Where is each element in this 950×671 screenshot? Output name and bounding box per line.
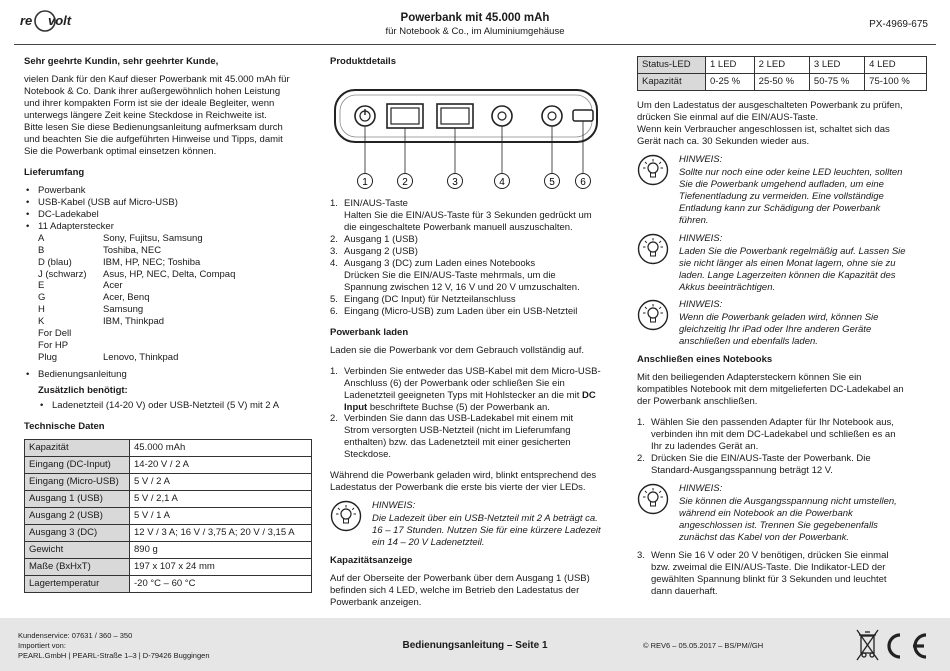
table-cell: Ausgang 3 (DC) [25,524,130,541]
adapter-code: B [38,244,45,256]
list-item [330,366,615,414]
adapter-code: A [38,232,45,244]
item-line: Ausgang 2 (USB) [344,245,418,257]
hint-line: Laden Sie die Powerbank regelmäßig auf. Lassen Sie [679,245,906,257]
adapter-code: D (blau) [38,256,72,268]
ce-mark-icon [889,635,926,657]
intro-text [24,74,312,158]
details-list [330,198,615,318]
table-cell: Eingang (DC-Input) [25,457,130,474]
item-line: Drücken Sie die EIN/AUS-Taste mehrmals, um die [344,269,556,281]
list-item [637,417,927,453]
item-line: Drücken Sie die EIN/AUS-Taste der Powerbank. Die [651,453,871,465]
adapter-code: For HP [38,340,69,352]
item-number: 1. [330,365,338,377]
intro-line: Notebook & Co. Dank ihrer außergewöhnlich hohen Leistung [24,85,281,97]
table-row [25,524,312,541]
list-item [330,258,615,294]
column-2 [330,56,615,609]
table-cell: 890 g [130,541,312,558]
intro-line: Sie die Powerbank optimal einsetzen können. [24,145,217,157]
hint-line: sie nicht länger als einen Monat lagern, ohne sie zu [679,257,896,269]
page-label: Bedienungsanleitung – Seite 1 [402,640,548,651]
footer-contact [18,631,210,660]
list-item [330,234,615,246]
adapter-code: H [38,304,45,316]
capacity-heading: Kapazitätsanzeige [330,555,413,567]
hint-box [637,299,927,348]
list-item [637,550,927,598]
adapter-code: E [38,280,45,292]
hint-box [330,500,615,549]
title: Powerbank mit 45.000 mAh [400,12,550,24]
table-cell: 5 V / 2,1 A [130,491,312,508]
hint-box [637,154,927,227]
revolt-logo [18,8,90,34]
item-number: 1. [330,197,338,209]
item-line: enthalten) bzw. das Ladenetzteil mit einer gesicherten [344,437,571,449]
revision-info: © REV6 – 05.05.2017 – BS/PM//GH [643,641,764,650]
table-cell: 2 LED [754,57,809,74]
list-item [330,198,615,234]
table-cell: Kapazität [638,73,706,90]
list-item [637,453,927,477]
page-footer [0,618,950,671]
paragraph-line: Während die Powerbank geladen wird, blinkt entsprechend des [330,470,597,482]
customer-service: Kundenservice: 07631 / 360 – 350 [18,631,133,640]
weee-bin-icon [857,630,878,660]
svg-text:volt: volt [48,13,72,28]
table-cell: 1 LED [706,57,755,74]
item-line: Spannung zwischen 12 V, 16 V und 20 V umzuschalten. [344,281,580,293]
adapter-brands: Lenovo, Thinkpad [103,352,179,364]
adapter-code: G [38,292,46,304]
callout-number: 1 [362,176,368,188]
hint-title: HINWEIS: [372,500,416,512]
hint-title: HINWEIS: [679,299,723,311]
item-number: 6. [330,305,338,317]
item-line [344,402,615,414]
adapter-brands [103,340,312,352]
paragraph-line: Um den Ladestatus der ausgeschalteten Powerbank zu prüfen, [637,99,903,111]
text-run: Ladenetzteil geeigneten Typs mit Hohlstecker an die mit [344,389,582,401]
list-item: • USB-Kabel (USB auf Micro-USB) [24,197,312,209]
dc-port-icon [492,106,512,126]
text-run: beschriftete Buchse (5) der Powerbank an. [367,401,550,413]
list-item: • DC-Ladekabel [24,209,312,221]
adapter-brands: Toshiba, NEC [103,244,162,256]
list-item [330,306,615,318]
item-line: Verbinden Sie dann das USB-Ladekabel mit einem mit [344,413,574,425]
hint-line: während ein Notebook an die Powerbank [679,508,853,519]
hint-box [637,483,927,544]
item-line: Wenn Sie 16 V oder 20 V benötigen, drücken Sie einmal [651,549,889,561]
additional-heading: Zusätzlich benötigt: [38,385,128,397]
item-line: bzw. zweimal die EIN/AUS-Taste. Die Indikator-LED der [651,561,886,573]
adapter-brands: Acer, Benq [103,292,150,304]
table-cell: 14-20 V / 2 A [130,457,312,474]
hint-line: Sie die Powerbank umgehend aufladen, um eine [679,178,884,190]
hint-line: Die Ladezeit über ein USB-Netzteil mit 2 A beträgt ca. [372,513,598,525]
table-cell: 50-75 % [809,73,864,90]
document-title [300,11,650,38]
hint-line: Sollte nur noch eine oder keine LED leuchten, sollten [679,166,903,178]
table-row [638,73,927,90]
table-cell: Eingang (Micro-USB) [25,474,130,491]
device-diagram [330,74,600,189]
intro-line: vielen Dank für den Kauf dieser Powerbank mit 45.000 mAh für [24,73,290,85]
item-line: gewählten Spannung blinkt für 3 Sekunden und leuchtet [651,573,887,585]
scope-heading: Lieferumfang [24,166,85,178]
product-heading: Produktdetails [330,56,396,67]
table-row [25,474,312,491]
adapter-brands: Asus, HP, NEC, Delta, Compaq [103,268,236,280]
page-header [0,0,950,48]
adapter-brands: Sony, Fujitsu, Samsung [103,232,203,244]
list-item: • Powerbank [24,185,312,197]
table-cell: -20 °C – 60 °C [130,575,312,592]
paragraph-line: Ladestatus der Powerbank die erste bis vierte der vier LEDs. [330,482,586,494]
notebook-steps-cont [637,550,927,598]
adapter-code: Plug [38,352,58,364]
item-line: Wählen Sie den passenden Adapter für Ihr Notebook aus, [651,417,894,429]
callout-number: 4 [499,176,505,188]
intro-line: unterwegs längere Zeit keine Steckdose in Reichweite ist. [24,109,267,121]
lightbulb-icon [637,299,669,331]
bold-label: DC [582,389,596,401]
intro-line: und ihrer kompakten Form ist sie der ideale Begleiter, wenn [24,97,275,109]
adapter-code: For Dell [38,328,72,340]
adapter-brands: Acer [103,280,123,292]
item-line: die eingeschaltete Powerbank manuell auszuschalten. [344,221,573,233]
additional-list [24,400,312,412]
article-number: PX-4969-675 [869,19,928,30]
ce-marks-icon [856,628,932,664]
hint-line: Entladung kann zur Schädigung der Powerbank [679,202,881,214]
item-number: 3. [637,549,645,561]
hint-line: 16 – 17 Stunden. Nutzen Sie für eine kürzere Ladezeit [372,525,601,537]
list-item [330,413,615,461]
tech-heading: Technische Daten [24,421,105,433]
paragraph-line: Mit den beiliegenden Adaptersteckern können Sie ein [637,372,862,384]
hint-line: Wenn die Powerbank geladen wird, können Sie [679,312,879,324]
paragraph-line: Wenn kein Verbraucher angeschlossen ist, schaltet sich das [637,123,890,135]
list-item: • Bedienungsanleitung [24,369,312,381]
hint-box [637,233,927,294]
item-line: Eingang (DC Input) für Netzteilanschluss [344,293,516,305]
list-item: • Ladenetzteil (14-20 V) oder USB-Netzteil (5 V) mit 2 A [38,400,312,412]
table-cell: Ausgang 2 (USB) [25,508,130,525]
list-item [330,294,615,306]
hint-line: anschließen und ebenfalls laden. [679,336,818,348]
table-cell: 45.000 mAh [130,440,312,457]
charge-heading: Powerbank laden [330,326,409,338]
paragraph-line: kompatibles Notebook mit dem mitgelieferten DC-Ladekabel an [637,384,904,396]
tech-table [24,439,312,593]
charge-steps [330,366,615,462]
bold-label: Input [344,401,368,413]
list-item [330,246,615,258]
adapter-brands: IBM, Thinkpad [103,316,165,328]
micro-usb-port-icon [573,110,593,121]
column-1 [24,56,312,593]
paragraph-line: befinden sich 4 LED, welche im Betrieb den Ladestatus der [330,585,580,597]
header-divider [14,44,936,45]
paragraph-line: Gerät nach ca. 30 Sekunden wieder aus. [637,135,810,147]
dc-input-icon [542,106,562,126]
adapter-brands: IBM, HP, NEC; Toshiba [103,256,201,268]
intro-line: und beachten Sie die aufgeführten Hinweise und Tipps, damit [24,133,283,145]
hint-title: HINWEIS: [679,153,723,165]
column-3 [637,56,927,598]
hint-line: Akkus beeinträchtigen. [679,281,776,293]
item-line: Ausgang 3 (DC) zum Laden eines Notebooks [344,257,536,269]
scope-list [24,185,312,233]
lightbulb-icon [637,483,669,515]
hint-line: Sie können die Ausgangsspannung nicht umstellen, [679,496,897,508]
item-line: Halten Sie die EIN/AUS-Taste für 3 Sekunden gedrückt um [344,209,592,221]
item-number: 2. [330,233,338,245]
importer-address: PEARL.GmbH | PEARL-Straße 1–3 | D-79426 Buggingen [18,650,210,660]
lightbulb-icon [330,500,362,532]
hint-line: angeschlossen ist. Trennen Sie gegebenenfalls [679,519,878,531]
lightbulb-icon [637,154,669,186]
table-row [638,57,927,74]
paragraph-line: drücken Sie einmal auf die EIN/AUS-Taste. [637,111,819,123]
table-cell: 4 LED [865,57,927,74]
callout-number: 6 [580,176,586,188]
adapter-brands: Samsung [103,304,144,316]
table-row [25,558,312,575]
manual-list [24,369,312,381]
item-line: Ausgang 1 (USB) [344,233,418,245]
table-cell: Kapazität [25,440,130,457]
callout-number: 5 [549,176,555,188]
table-row [25,491,312,508]
table-cell: Ausgang 1 (USB) [25,491,130,508]
item-line: Eingang (Micro-USB) zum Laden über ein USB-Netzteil [344,305,578,317]
table-cell: 3 LED [809,57,864,74]
subtitle: für Notebook & Co., im Aluminiumgehäuse [385,26,565,38]
paragraph-line: der Powerbank anschließen. [637,396,758,408]
notebook-heading: Anschließen eines Notebooks [637,354,773,366]
table-cell: 25-50 % [754,73,809,90]
table-cell: Lagertemperatur [25,575,130,592]
table-cell: Status-LED [638,57,706,74]
item-number: 3. [330,245,338,257]
charge-intro: Laden sie die Powerbank vor dem Gebrauch vollständig auf. [330,344,585,356]
led-status-table [637,56,927,91]
hint-line: führen. [679,214,709,226]
table-cell: 75-100 % [865,73,927,90]
item-line: Verbinden Sie entweder das USB-Kabel mit dem Micro-USB- [344,365,601,377]
adapter-code: K [38,316,45,328]
item-number: 2. [330,413,338,425]
table-row [25,440,312,457]
lightbulb-icon [637,233,669,265]
item-line: Steckdose. [344,449,391,461]
hint-title: HINWEIS: [679,232,723,244]
item-number: 4. [330,257,338,269]
paragraph-line: Powerbank anzeigen. [330,597,422,609]
item-line: EIN/AUS-Taste [344,197,408,209]
paragraph-line: Auf der Oberseite der Powerbank über dem Ausgang 1 (USB) [330,573,590,585]
table-cell: 5 V / 1 A [130,508,312,525]
table-row [25,541,312,558]
item-line: Ihr zu ladendes Gerät an. [651,441,759,453]
item-line: verbinden ihn mit dem DC-Ladekabel und schließen es an [651,429,896,441]
table-cell: Gewicht [25,541,130,558]
callout-number: 2 [402,176,408,188]
hint-line: ein 14 – 20 V Ladenetzteil. [372,537,485,549]
hint-line: Tiefenentladung zu vermeiden. Eine vollständige [679,190,884,202]
table-cell: 0-25 % [706,73,755,90]
table-row [25,508,312,525]
hint-line: zunächst das Kabel von der Powerbank. [679,531,850,543]
hint-line: gleichzeitig Ihr iPad oder Ihre anderen Geräte [679,324,872,336]
table-cell: Maße (BxHxT) [25,558,130,575]
list-item: • 11 Adapterstecker [24,221,312,233]
table-row [25,457,312,474]
table-row [25,575,312,592]
powerbank-illustration [330,74,600,189]
item-line: Standard-Ausgangsspannung beträgt 12 V. [651,465,833,477]
adapter-brands [103,328,312,340]
table-cell: 5 V / 2 A [130,474,312,491]
item-number: 2. [637,453,645,465]
adapter-list [24,233,312,365]
item-number: 1. [637,417,645,429]
notebook-steps [637,417,927,477]
item-line: dann dauerhaft. [651,585,718,597]
importer-label: Importiert von: [18,640,66,650]
table-cell: 197 x 107 x 24 mm [130,558,312,575]
callout-number: 3 [452,176,458,188]
item-number: 5. [330,293,338,305]
greeting: Sehr geehrte Kundin, sehr geehrter Kunde, [24,56,219,67]
table-cell: 12 V / 3 A; 16 V / 3,75 A; 20 V / 3,15 A [130,524,312,541]
svg-text:re: re [20,13,33,28]
hint-line: laden. Lange Lagerzeiten können die Kapazität des [679,269,896,281]
item-line: Anschluss (6) der Powerbank oder schließen Sie ein [344,377,565,389]
item-line: Strom versorgten USB-Netzteil (nicht im Lieferumfang [344,425,571,437]
hint-title: HINWEIS: [679,483,723,495]
adapter-code: J (schwarz) [38,268,87,280]
intro-line: Bitte lesen Sie diese Bedienungsanleitung aufmerksam durch [24,121,283,133]
item-line [344,390,615,402]
